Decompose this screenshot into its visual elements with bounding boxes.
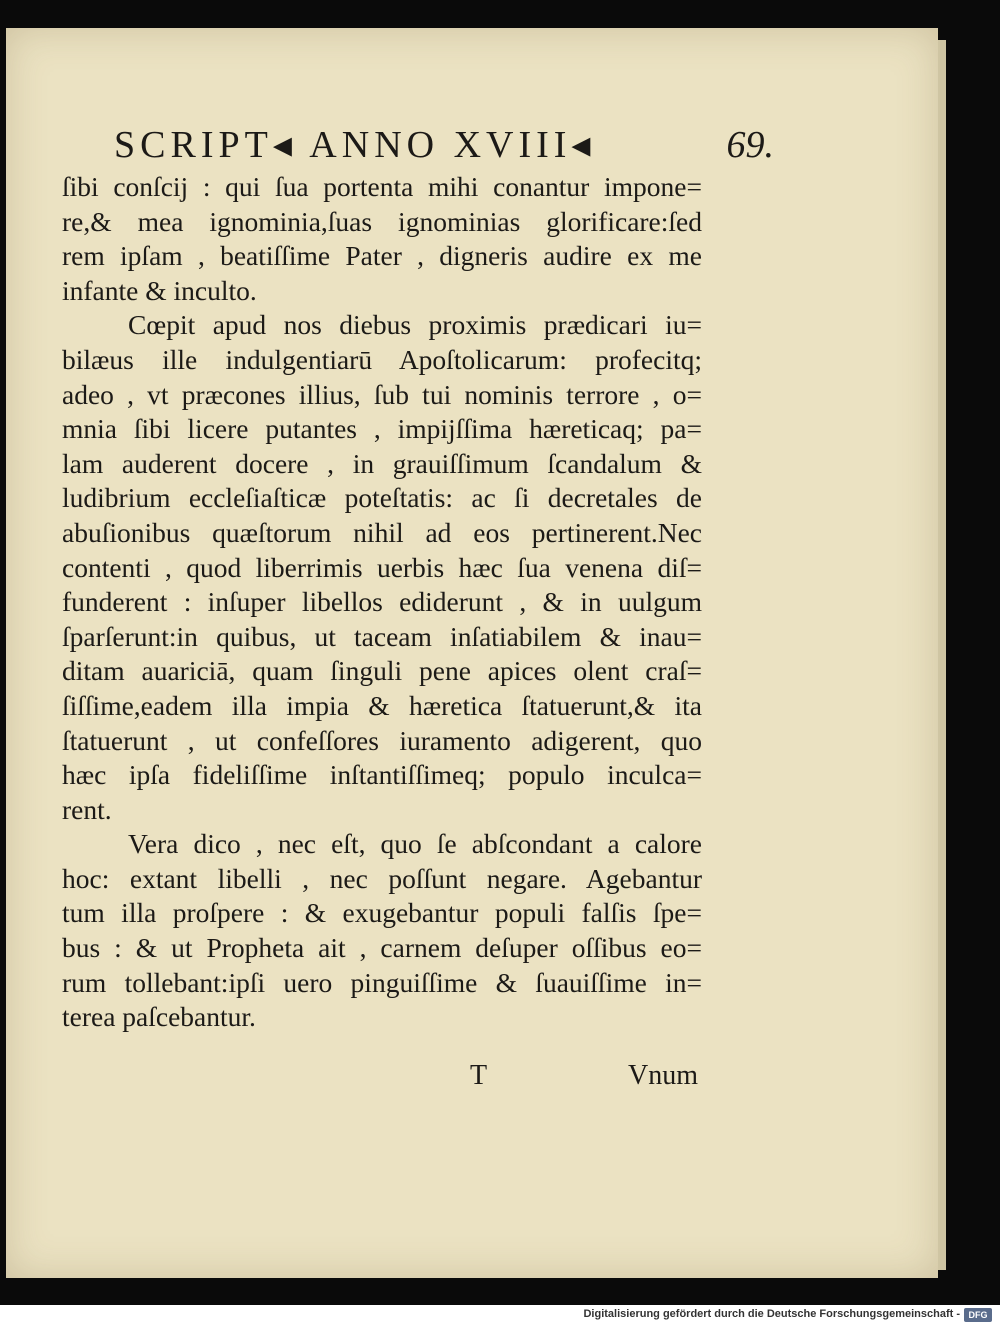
text-line: funderent : inſuper libellos ediderunt , & in uulgum bbox=[62, 586, 702, 618]
body-text bbox=[62, 170, 702, 1035]
text-line: Vera dico , nec eſt, quo ſe abſcondant a calore bbox=[128, 828, 702, 860]
funding-credit: Digitalisierung gefördert durch die Deutsche Forschungsgemeinschaft - bbox=[583, 1308, 960, 1320]
page-header bbox=[114, 120, 774, 170]
text-line: rem ipſam , beatiſſime Pater , digneris audire ex me bbox=[62, 240, 702, 272]
page-edge bbox=[938, 40, 946, 1270]
text-line: contenti , quod liberrimis uerbis hæc ſua venena diſ= bbox=[62, 551, 702, 583]
text-line: ſibi conſcij : qui ſua portenta mihi conantur impone= bbox=[62, 171, 702, 202]
digitization-footer bbox=[0, 1305, 1000, 1327]
paragraph-1 bbox=[62, 170, 702, 308]
text-line: Cœpit apud nos diebus proximis prædicari iu= bbox=[128, 309, 702, 341]
text-line: rum tollebant:ipſi uero pinguiſſime & ſuauiſſime in= bbox=[62, 966, 702, 998]
catchword: Vnum bbox=[628, 1060, 698, 1091]
text-line: ſiſſime,eadem illa impia & hæretica ſtatuerunt,& ita bbox=[62, 689, 702, 721]
text-line: re,& mea ignominia,ſuas ignominias glorificare:ſed bbox=[62, 205, 702, 237]
text-line: infante & inculto. bbox=[62, 274, 257, 306]
running-head: SCRIPT◂ ANNO XVIII◂ bbox=[114, 124, 596, 166]
text-line: mnia ſibi licere putantes , impijſſima hæreticaq; pa= bbox=[62, 413, 702, 445]
folio-number: 69. bbox=[726, 124, 774, 166]
text-line: ſtatuerunt , ut confeſſores iuramento adigerent, quo bbox=[62, 724, 702, 756]
text-line: hæc ipſa fideliſſime inſtantiſſimeq; populo inculca= bbox=[62, 759, 702, 791]
text-line: bus : & ut Propheta ait , carnem deſuper oſſibus eo= bbox=[62, 932, 702, 964]
paragraph-3 bbox=[62, 827, 702, 1035]
text-line: tum illa proſpere : & exugebantur populi falſis ſpe= bbox=[62, 897, 702, 929]
text-line: ludibrium eccleſiaſticæ poteſtatis: ac ſi decretales de bbox=[62, 482, 702, 514]
text-line: adeo , vt præcones illius, ſub tui nominis terrore , o= bbox=[62, 378, 702, 410]
dfg-logo-icon: DFG bbox=[964, 1308, 992, 1322]
paragraph-2 bbox=[62, 308, 702, 827]
text-line: terea paſcebantur. bbox=[62, 1001, 256, 1033]
text-line: rent. bbox=[62, 793, 112, 825]
catch-line bbox=[62, 1060, 702, 1100]
text-line: lam auderent docere , in grauiſſimum ſcandalum & bbox=[62, 447, 702, 479]
text-line: ſparſerunt:in quibus, ut taceam inſatiabilem & inau= bbox=[62, 620, 702, 652]
text-line: bilæus ille indulgentiarū Apoſtolicarum: profecitq; bbox=[62, 343, 702, 375]
signature-mark: T bbox=[470, 1060, 488, 1091]
text-line: ditam auariciā, quam ſinguli pene apices olent craſ= bbox=[62, 655, 702, 687]
text-line: hoc: extant libelli , nec poſſunt negare. Agebantur bbox=[62, 862, 702, 894]
text-line: abuſionibus quæſtorum nihil ad eos pertinerent.Nec bbox=[62, 516, 702, 548]
